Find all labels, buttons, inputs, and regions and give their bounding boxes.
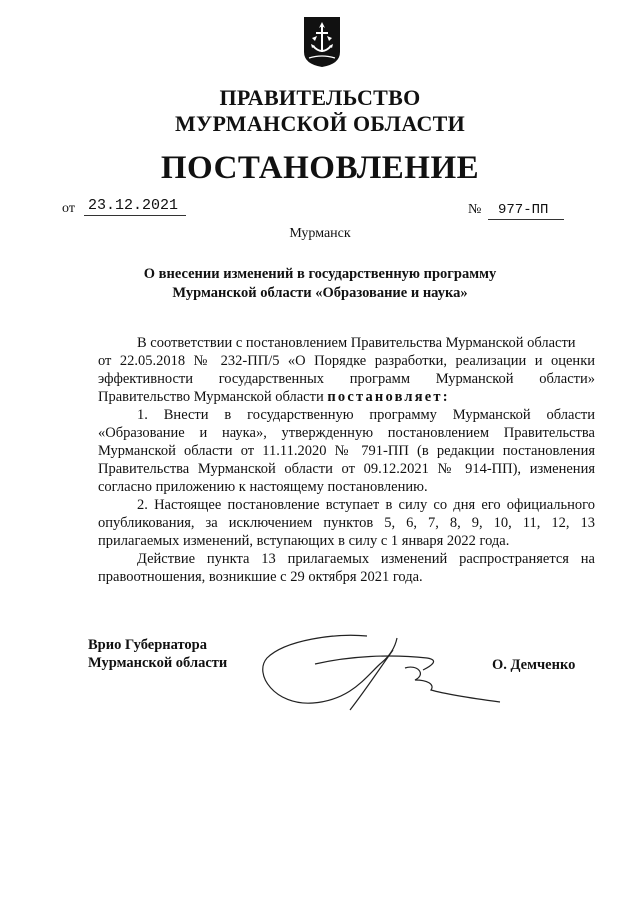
body-p1-line-4 xyxy=(98,389,450,406)
org-name-line-2: МУРМАНСКОЙ ОБЛАСТИ xyxy=(174,111,466,136)
signatory-title-line-1: Врио Губернатора xyxy=(88,637,207,653)
signatory-name: О. Демченко xyxy=(492,657,576,673)
coat-of-arms-emblem xyxy=(303,16,341,68)
body-p3-line-2: опубликования, за исключением пунктов 5, 6, 7, 8, 9, 10, 11, 12, 13 xyxy=(98,515,595,531)
date-prefix: от xyxy=(62,201,75,216)
body-p3-line-1: 2. Настоящее постановление вступает в силу со дня его официального xyxy=(137,497,595,513)
resolution-verb: постановляет: xyxy=(327,389,450,405)
document-type-title: ПОСТАНОВЛЕНИЕ xyxy=(160,150,480,186)
body-p1-line-1: В соответствии с постановлением Правительства Мурманской области xyxy=(137,335,576,351)
body-p4-line-1: Действие пункта 13 прилагаемых изменений распространяется на xyxy=(137,551,595,567)
body-p1-line-4-text: Правительство Мурманской области xyxy=(98,389,324,405)
org-name-line-1: ПРАВИТЕЛЬСТВО xyxy=(219,85,421,110)
document-number: 977-ПП xyxy=(488,201,564,220)
body-p4-line-2: правоотношения, возникшие с 29 октября 2021 года. xyxy=(98,569,423,585)
handwritten-signature xyxy=(255,628,505,718)
body-p2-line-1: 1. Внести в государственную программу Мурманской области xyxy=(137,407,595,423)
document-date: 23.12.2021 xyxy=(84,197,186,216)
body-p3-line-3: прилагаемых изменений, вступающих в силу с 1 января 2022 года. xyxy=(98,533,510,549)
number-prefix: № xyxy=(468,202,482,217)
body-p2-line-2: «Образование и наука», утвержденную постановлением Правительства xyxy=(98,425,595,441)
city-name: Мурманск xyxy=(289,226,351,241)
signatory-title-line-2: Мурманской области xyxy=(88,655,228,671)
body-p2-line-3: Мурманской области от 11.11.2020 № 791-ПП (в редакции постановления xyxy=(98,443,595,459)
body-p2-line-5: согласно приложению к настоящему постановлению. xyxy=(98,479,428,495)
subject-line-1: О внесении изменений в государственную программу xyxy=(143,266,497,282)
body-p1-line-2: от 22.05.2018 № 232-ПП/5 «О Порядке разработки, реализации и оценки xyxy=(98,353,595,369)
subject-line-2: Мурманской области «Образование и наука» xyxy=(172,285,468,301)
body-p2-line-4: Правительства Мурманской области от 09.12.2021 № 914-ПП), изменения xyxy=(98,461,595,477)
body-p1-line-3: эффективности государственных программ Мурманской области» xyxy=(98,371,595,387)
